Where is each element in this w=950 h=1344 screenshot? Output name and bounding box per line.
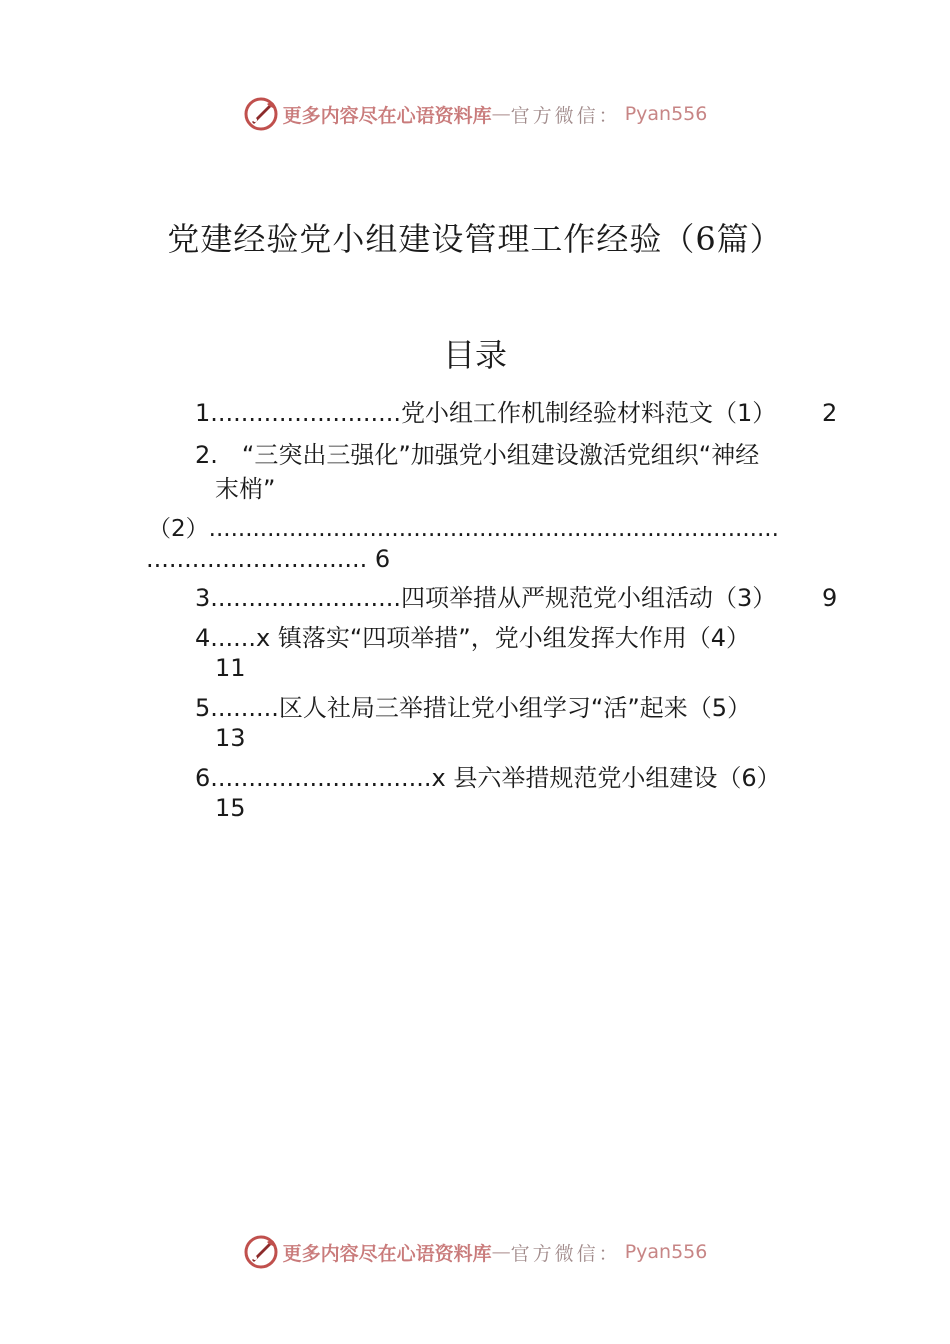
toc-item-2-page: ............................. 6	[146, 545, 391, 573]
toc-item-4-text[interactable]: 4......x 镇落实“四项举措”，党小组发挥大作用（4）	[195, 624, 751, 652]
toc-item-3-text[interactable]: 3.........................四项举措从严规范党小组活动（3）	[195, 584, 777, 612]
watermark-dash: —	[491, 103, 511, 125]
toc-item-3-page: 9	[822, 584, 838, 612]
toc-item-6-page: 15	[215, 794, 246, 822]
quill-logo-icon	[243, 1234, 279, 1270]
watermark-official-label: 官方微信：	[510, 104, 621, 127]
watermark-official-label: 官方微信：	[510, 1242, 621, 1265]
toc-item-2-text-cont[interactable]: 末梢”	[215, 475, 276, 503]
toc-heading: 目录	[442, 336, 507, 374]
toc-item-1-page: 2	[822, 399, 838, 427]
toc-item-5-page: 13	[215, 724, 246, 752]
quill-logo-icon	[243, 96, 279, 132]
header-watermark	[0, 94, 950, 134]
toc-item-5-text[interactable]: 5.........区人社局三举措让党小组学习“活”起来（5）	[195, 694, 752, 722]
watermark-wechat-id: Pyan556	[624, 103, 708, 125]
watermark-brand: 更多内容尽在心语资料库	[282, 104, 492, 127]
watermark-brand: 更多内容尽在心语资料库	[282, 1242, 492, 1265]
toc-item-6-text[interactable]: 6.............................x 县六举措规范党小组建设（6）	[195, 764, 781, 792]
watermark-dash: —	[491, 1241, 511, 1263]
toc-item-2-number[interactable]: （2）..............................................................................	[148, 516, 779, 542]
watermark-wechat-id: Pyan556	[624, 1241, 708, 1263]
footer-watermark	[0, 1232, 950, 1272]
toc-item-1-text[interactable]: 1.........................党小组工作机制经验材料范文（1）	[195, 399, 777, 427]
toc-item-2-text[interactable]: 2. “三突出三强化”加强党小组建设激活党组织“神经	[195, 441, 760, 469]
toc-item-4-page: 11	[215, 654, 246, 682]
document-title: 党建经验党小组建设管理工作经验（6篇）	[167, 220, 783, 258]
